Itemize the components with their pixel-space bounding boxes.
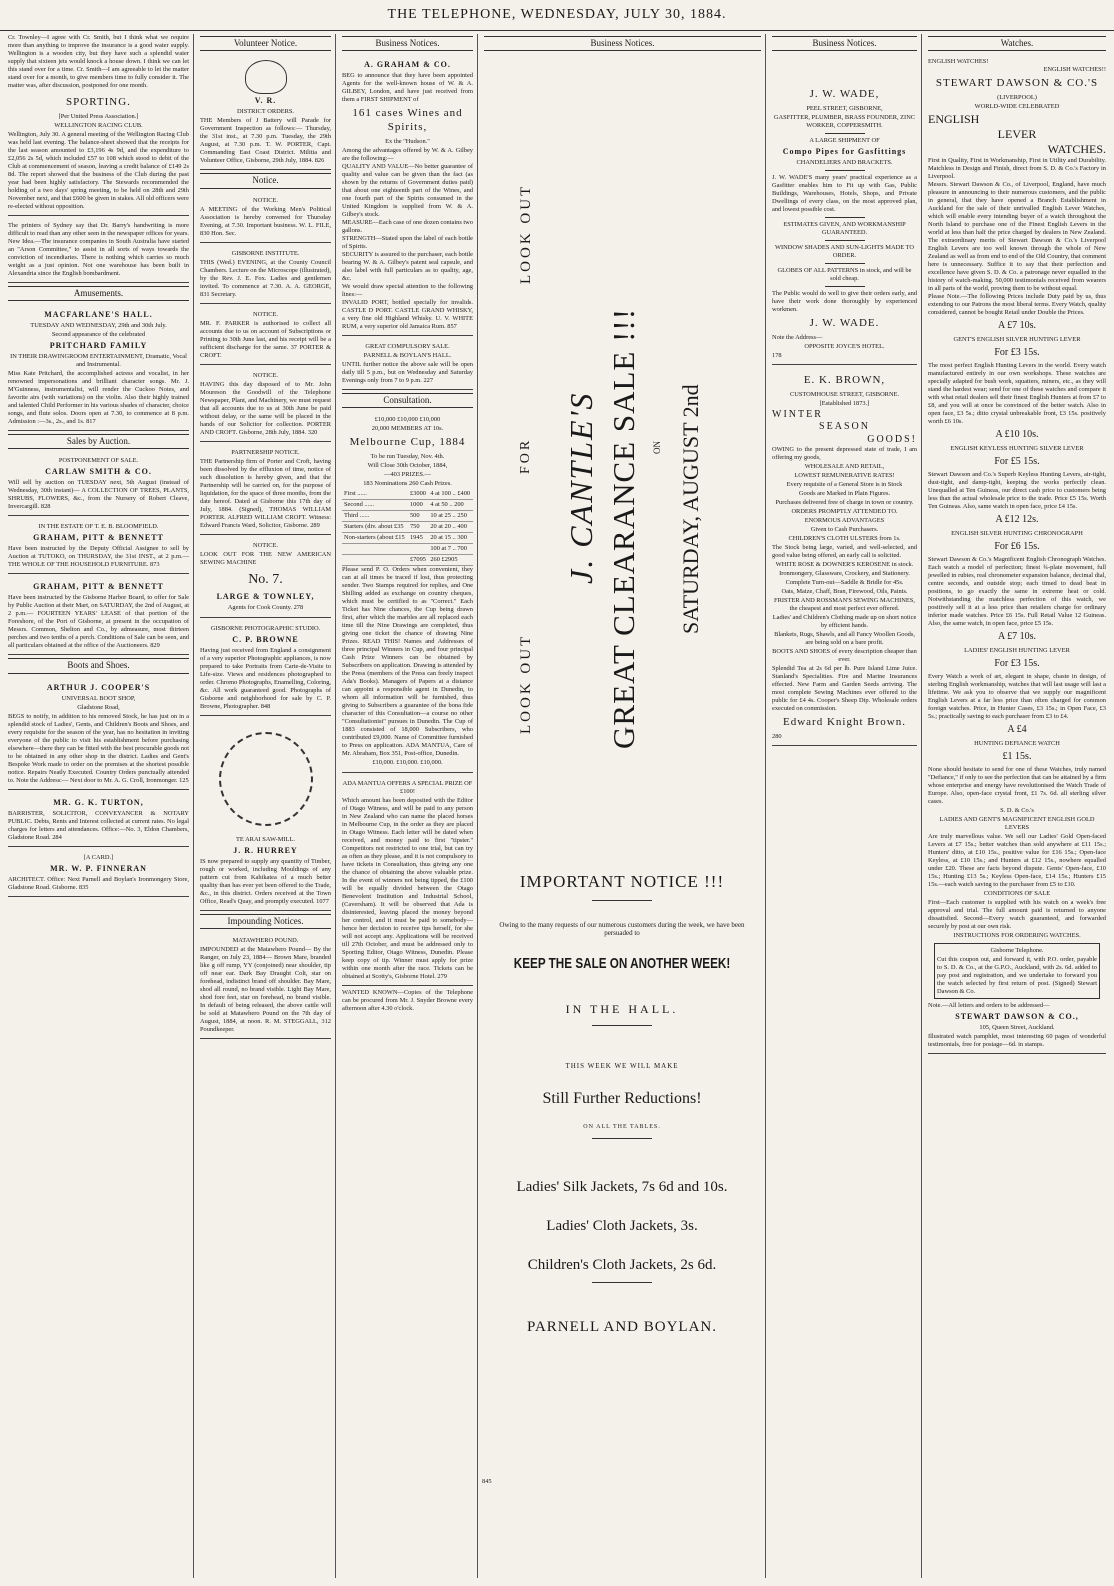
- notice-title: IMPORTANT NOTICE !!!: [519, 872, 725, 891]
- table-row: Starters (div. about £35 750 20 at 20 .. 400: [342, 521, 473, 532]
- council-report: Cr. Townley—I agree with Cr. Smith, but I think what we require more than anything to improve the insurance is a good water supply. Wellington is a wooden city, but they have such a splendid water supply that sixteen jets would knock a house down. I think we can let this stand over for a time. Cr. Smith—I am agreeable to let the matter stand over for a month, to give members time to fully consider it. The matter was, after discussion, postponed for one month.: [8, 34, 189, 89]
- delivered: Purchases delivered free of charge in town or country.: [775, 499, 914, 506]
- p1-desc: GENT'S ENGLISH SILVER HUNTING LEVER: [953, 335, 1081, 343]
- sawmill-title: TE ARAI SAW-MILL.: [236, 836, 295, 843]
- for-text: FOR: [518, 437, 533, 474]
- wade-trades: GASFITTER, PLUMBER, BRASS FOUNDER, ZINC WORKER, COPPERSMITH.: [773, 114, 916, 129]
- english1: ENGLISH WATCHES!: [928, 58, 989, 66]
- p3-body: Stewart Dawson & Co.'s Magnificent English Chronograph Watches. Each watch a model of perfection; finest ¾-plate movement, full jewelled in rubies, real chronometer expansion balance, decimal dial, centre seconds, and outside stop; each timed to dead beat in positions, to go exactly the same in extreme heat or cold. Notwithstanding the matchless perfection of this watch, we positively sell it at a less price than retailers charge for ordinary inferior made watches. Price £6 15s. Full Retail Value 12 Guineas. Also, the same watch, in open face, price £5 15s.: [928, 556, 1106, 627]
- graham2: GRAHAM, PITT & BENNETT: [33, 582, 164, 592]
- clearance: GREAT CLEARANCE SALE !!!: [606, 307, 641, 749]
- table-row: First ...... £3000 4 at 100 .. £400: [342, 489, 473, 500]
- royal-crest-icon: [245, 60, 287, 94]
- notice3-body: HAVING this day disposed of to Mr. John Moureson the Goodwill of the Telephone Newspaper, Plant, and Machinery, we must request that all accounts due to us at 30th June be paid without delay, or the same will be placed in the hands of our Solicitor for collection. PORTER AND CROFT. Gisborne, 28th July, 1884. 320: [200, 380, 331, 436]
- chandeliers: CHANDELIERS AND BRACKETS.: [796, 159, 893, 166]
- carlaw: CARLAW SMITH & CO.: [45, 467, 152, 477]
- compo: Compo Pipes for Gasfittings: [782, 147, 907, 156]
- p5-desc: HUNTING DEFIANCE WATCH: [974, 739, 1060, 747]
- misc: Splendid Tea at 2s 6d per lb. Pure Island Lime Juice. Stanland's Specialities. Fire and Marine Insurances effected. New Farm and Garden Seeds arriving. The most complete Sewing Machines ever offered to the public for £4 4s. Cooper's Sheep Dip. Wholesale orders executed on commission.: [772, 665, 917, 712]
- on-text: ON: [652, 441, 662, 454]
- ladies-gold: LADIES AND GENT'S MAGNIFICENT ENGLISH GOLD LEVERS: [939, 816, 1095, 831]
- children-jackets: Children's Cloth Jackets, 2s 6d.: [527, 1257, 717, 1273]
- p2-for: For £5 15s.: [994, 455, 1040, 467]
- num2: 280: [772, 732, 782, 740]
- note-address: Note the Address—: [772, 333, 823, 341]
- amuse-body1: Second appearance of the celebrated: [51, 331, 146, 338]
- tables: ON ALL THE TABLES.: [583, 1124, 661, 1130]
- illus: Illustrated watch pamphlet, most interesting 60 pages of wonderful testimonials, free for postage—6d. in stamps.: [928, 1033, 1106, 1048]
- important-notice: [480, 780, 764, 1578]
- amuse-date: TUESDAY AND WEDNESDAY, 29th and 30th July.: [30, 322, 167, 329]
- advert-number: 845: [482, 1478, 492, 1485]
- boots-shoes: BOOTS AND SHOES of every description cheaper than ever.: [772, 648, 917, 663]
- p5-body: None should hesitate to send for one of these Watches, truly named "Defiance," if only to see the perfection that can be attained by a firm whose enterprise and energy have revolutionised the Watch Trade of Europe. Also, open-face crystal front, £1 7s. 6d. all sterling silver cases.: [928, 766, 1106, 805]
- melb-run: To be run Tuesday, Nov. 4th.: [370, 452, 445, 460]
- amuse-title: MACFARLANE'S HALL.: [44, 310, 153, 319]
- column-1: [4, 34, 194, 1578]
- please-note: Please Note.—The following Prices include Duty paid by us, thus extending to our Patrons the most liberal terms. Every Watch, quality considered, cannot be bought Retail under Double the Prices.: [928, 293, 1106, 316]
- english-lever: ENGLISH: [928, 112, 980, 126]
- postponement: POSTPONEMENT OF SALE.: [58, 457, 139, 465]
- kerosene: WHITE ROSE & DOWNER'S KEROSENE in stock.: [775, 561, 914, 568]
- sale-title: GREAT COMPULSORY SALE.: [365, 342, 450, 350]
- cond-body: First—Each customer is supplied with his watch on a week's free approval and trial. The full amount paid is returned to anyone dissatisfied. Second—Every watch guaranteed, and forwarded securely by post at our own risk.: [928, 899, 1106, 930]
- graham-co: A. GRAHAM & CO.: [364, 60, 451, 70]
- sd-co: S. D. & Co.'s: [1000, 807, 1034, 814]
- estimates: ESTIMATES GIVEN, AND WORKMANSHIP GUARANTEED.: [783, 221, 906, 236]
- blankets: Blankets, Rugs, Shawls, and all Fancy Woollen Goods, are being sold on a bare profit.: [774, 631, 915, 646]
- amuse-body2: IN THEIR DRAWINGROOM ENTERTAINMENT, Dramatic, Vocal and Instrumental.: [10, 353, 187, 368]
- photo-title: GISBORNE PHOTOGRAPHIC STUDIO.: [210, 625, 321, 632]
- graham2-body: Have been instructed by the Gisborne Harbor Board, to offer for Sale by Public Auction at their Mart, on SATURDAY, the 2nd of August, at 2 p.m.— FOURTEEN YEARS' LEASE of that portion of the Foreshore, of the Port of Gisborne, at present in the occupation of Messrs. Common, Shelton and Co., by admeasure, most thirteen perches and two tenths of a perch. Conditions of Sale can be seen, and all particulars obtained at the office of the Auctioneers. 829: [8, 594, 189, 650]
- address-note: Note.—All letters and orders to be addressed—: [928, 1002, 1050, 1009]
- impound-head: Impounding Notices.: [200, 914, 331, 929]
- p3: A £12 12s.: [995, 514, 1039, 525]
- notice4-no: No. 7.: [248, 571, 283, 587]
- attention: We would draw special attention to the following lines:—: [342, 282, 473, 298]
- finneran: MR. W. P. FINNERAN: [50, 863, 147, 873]
- shipment: A LARGE SHIPMENT OF: [809, 137, 880, 144]
- measure: MEASURE—Each case of one dozen contains two gallons.: [342, 218, 473, 234]
- wanted: WANTED KNOWN—Copies of the Telephone can be procured from Mr. J. Snyder Browne every afternoon after 4.30 o'clock.: [342, 988, 473, 1012]
- p3-desc: ENGLISH SILVER HUNTING CHRONOGRAPH: [951, 529, 1083, 537]
- address2: 105, Queen Street, Auckland.: [979, 1024, 1055, 1031]
- brown-addr: CUSTOMHOUSE STREET, GISBORNE.: [789, 390, 900, 398]
- boots-head: Boots and Shoes.: [8, 658, 189, 673]
- lines: INVALID PORT, bottled specially for invalids. CASTLE D PORT. CASTLE GRAND WHISKY, a very fine old Highland Whisky. U. V. WHITE RUM, a very superior old Jamaica Rum. 857: [342, 298, 473, 330]
- oats: Oats, Maize, Chaff, Bran, Firewood, Oils, Paints.: [781, 588, 908, 595]
- wade-body: J. W. WADE'S many years' practical experience as a Gasfitter enables him to Fit up with Gas, Public Buildings, Warehouses, Hotels, Shops, and Private Dwellings of every class, on the most approved plan, and lowest possible cost.: [772, 174, 917, 213]
- table-row: Second ...... 1000 4 at 50 .. 200: [342, 499, 473, 510]
- reductions: Still Further Reductions!: [542, 1090, 702, 1107]
- mantua-title: ADA MANTUA OFFERS A SPECIAL PRIZE OF £100!: [342, 779, 473, 795]
- notice-head: Notice.: [200, 173, 331, 188]
- melb-close: Will Close 30th October, 1884,: [367, 461, 448, 469]
- p4-for: For £3 15s.: [994, 657, 1040, 669]
- goods: GOODS!: [867, 433, 917, 445]
- ek-brown: E. K. BROWN,: [803, 373, 886, 386]
- finneran-body: ARCHITECT. Office: Next Parnell and Boylan's Ironmongery Store, Gladstone Road. Gisborne. 835: [8, 875, 189, 891]
- conditions: CONDITIONS OF SALE: [983, 890, 1051, 897]
- impound-body: IMPOUNDED at the Matawhero Pound— By the Ranger, on July 23, 1884— Brown Mare, branded like g off rump, YY (conjoined) near shoulder, tip off near ear. Dark Bay Draught Colt, star on forehead, indistinct brand off shoulder. Bay Mare, shod all round, no brand visible. Light Bay Mare, shod fore feet, star on forehead, no brand visible. In default of being released, the above cattle will be sold at Matawhero Pound on the 7th day of August, 1884, at noon. R. M. STEGGALL, 312 Poundkeeper.: [200, 946, 331, 1034]
- cantle-name: J. CANTLE'S: [563, 391, 599, 584]
- orders: ORDERS PROMPTLY ATTENDED TO.: [791, 508, 898, 515]
- globes: GLOBES OF ALL PATTERNS in stock, and will be sold cheap.: [777, 267, 912, 282]
- sale-sub: PARNELL & BOYLAN'S HALL.: [363, 351, 452, 359]
- graham1: GRAHAM, PITT & BENNETT: [33, 533, 164, 543]
- liverpool: (LIVERPOOL): [997, 94, 1037, 101]
- worldwide: WORLD-WIDE CELEBRATED: [974, 103, 1060, 110]
- melb-prizes: —403 PRIZES.—: [384, 470, 431, 478]
- season: SEASON: [819, 421, 870, 432]
- masthead: THE TELEPHONE, WEDNESDAY, JULY 30, 1884.: [0, 0, 1114, 31]
- p3-for: For £6 15s.: [994, 540, 1040, 552]
- cooper-addr: Gladstone Road,: [77, 703, 120, 711]
- watch-body1: Messrs. Stewart Dawson & Co., of Liverpool, England, have much pleasure in announcing to their numerous customers, and the public in general, that they have opened a Branch Establishment in Auckland for the sale of their unrivalled English Lever Watches, which will enable every intending buyer of a watch throughout the North Island to purchase one of the Finest English Levers in the world at less than half the price charged by dealers in New Zealand. The extraordinary merits of Stewart Dawson & Co.'s Liverpool English Levers are too well known through the whole of New Zealand as well as from end to end of the Old Country, that comment here is unnecessary. Suffice it to say that their perfection and excellence have given S. D. & Co. a patronage never equalled in the history of watch-making. 50,000 testimonials received from wearers in all parts of the world, proving them to be without equal.: [928, 181, 1106, 292]
- coupon: [934, 943, 1100, 999]
- english2: ENGLISH WATCHES!!: [1043, 66, 1106, 74]
- quality: QUALITY AND VALUE—No better guarantee of quality and value can be given than the fact (as shown by the returns of Government duties paid) that about one eighteenth part of the Wines, and one fourth part of the Spirits consumed in the United Kingdom is supplied from W. & A. Gilbey's stock.: [342, 162, 473, 218]
- business-head-5: Business Notices.: [772, 36, 917, 51]
- large-sub: Agents for Cook County. 278: [227, 604, 304, 611]
- notice1-body: A MEETING of the Working Men's Political Association is hereby convened for Thursday Evening, at 7.30. Important business. W. L. FILE, 830 Hon. Sec.: [200, 205, 331, 237]
- ornament-divider: [592, 1025, 652, 1026]
- wholesale: WHOLESALE AND RETAIL,: [804, 463, 885, 470]
- graham-body: BEG to announce that they have been appointed Agents for the well-known house of W. & A. GILBEY, London, and have just received from them a FIRST SHIPMENT of: [342, 72, 473, 104]
- ornament-divider: [592, 900, 652, 901]
- coupon-body: Cut this coupon out, and forward it, with P.O. order, payable to S. D. & Co., at the G.P.O., Auckland, with 2s. 6d. added to pay post and registration, and we undertake to forward you the watch selected by first return of post. (Signed) Stewart Dawson & Co.: [937, 956, 1097, 995]
- graham1-body: Have been instructed by the Deputy Official Assignee to sell by Auction at TUTOKO, on THURSDAY, the 31st INST., at 2 p.m.— THE WHOLE OF THE HOUSEHOLD FURNITURE. 873: [8, 545, 189, 569]
- sawmill-blade-icon: [219, 732, 313, 826]
- lever: LEVER: [997, 127, 1037, 141]
- business-head-3: Business Notices.: [342, 36, 473, 51]
- consult-members: 20,000 MEMBERS AT 10s.: [371, 425, 444, 432]
- address: STEWART DAWSON & CO.,: [955, 1012, 1079, 1021]
- p4: A £7 10s.: [997, 631, 1037, 642]
- printers-item: The printers of Sydney say that Dr. Barry's handwriting is more difficult to read than any other seen in the newspaper offices for years. New Idea.—The insurance companies in South Australia have started an "Arson Committee," to assist in all sorts of ways towards the conviction of incendiaries. There is nothing which carries so much weight as a just opinion. Not one warehouse has been built in Alexandria since the English bombardment.: [8, 219, 189, 283]
- browne: C. P. BROWNE: [232, 635, 299, 644]
- volunteer-head: Volunteer Notice.: [200, 36, 331, 51]
- sporting-head: SPORTING.: [66, 96, 131, 108]
- turton-body: BARRISTER, SOLICITOR, CONVEYANCER & NOTARY PUBLIC. Debts, Rents and Interest collected at current rates. No legal charges for letters and attendances. Office:—No. 3, Eldon Chambers, Gladstone Road. 284: [8, 809, 189, 841]
- p4-desc: LADIES' ENGLISH HUNTING LEVER: [964, 646, 1070, 654]
- parnell-boylan: PARNELL AND BOYLAN.: [527, 1319, 717, 1335]
- p1-for: For £3 15s.: [994, 346, 1040, 358]
- enormous: ENORMOUS ADVANTAGES: [804, 517, 885, 524]
- marked: Goods are Marked in Plain Figures.: [798, 490, 891, 497]
- ornament-divider: [592, 1138, 652, 1139]
- carlaw-body: Will sell by auction on TUESDAY next, 5th August (instead of Wednesday, 30th instant)— A COLLECTION OF TREES, PLANTS, SHRUBS, FLOWERS, &c., from the Nursery of Robert Cleave, Invercargill. 828: [8, 479, 189, 511]
- large-townley: LARGE & TOWNLEY,: [216, 592, 315, 601]
- vol-sub: DISTRICT ORDERS.: [236, 108, 295, 116]
- table-row: Third ...... 500 10 at 25 .. 250: [342, 510, 473, 521]
- p5-for: £1 15s.: [1002, 750, 1032, 762]
- ornament-divider: [592, 1282, 652, 1283]
- watches-head: Watches.: [928, 36, 1106, 51]
- column-6: [924, 34, 1110, 1578]
- adv: Among the advantages offered by W. & A. Gilbey are the following:—: [342, 146, 473, 162]
- cases-sub: Ex the "Hudson.": [385, 137, 430, 145]
- p2-desc: ENGLISH KEYLESS HUNTING SILVER LEVER: [950, 444, 1084, 452]
- frister: FRISTER AND ROSSMAN'S SEWING MACHINES, the cheapest and most perfect ever offered.: [774, 597, 915, 612]
- p4-body: Every Watch a work of art, elegant in shape, chaste in design, of sterling English workmanship, watches that will last usage will last a lifetime. We ask you to observe that we supply our magnificent English Levers at a far less price than often charged for common foreign watches. Price, in Hunter Cases, £3 15s.; in Open Face, £3 5s.; practically saving to each purchaser from £3 to £4.: [928, 673, 1106, 720]
- amuse-name: PRITCHARD FAMILY: [49, 341, 148, 350]
- sporting-body: Wellington, July 30. A general meeting of the Wellington Racing Club was held last evening. The balance-sheet showed that the receipts for the last season amounted to £3,196 4s 9d, and the expenditure to £2,056 2s 5d, which included £57 to 108 which stood to debit of the Club at commencement of season, leaving a credit balance of £149 2s 8d. The report showed that the business of the Club during the past year had been highly satisfactory. The Stewards recommended the holding of a two days' spring meeting, to be held on 28th and 29th November next, and that £600 be given in stakes. All old officers were re-elected without opposition.: [8, 130, 189, 210]
- table-row: 100 at 7 .. 700: [342, 543, 473, 554]
- gold-body: Are truly marvellous value. We sell our Ladies' Gold Open-faced Levers at £7 15s.; better watches than sold anywhere at £11 15s.; Hunters' ditto, at £10 15s., positive value for £16 15s.; Open-face Keyless, at £10 15s.; and Hunters at £12 15s., nowhere equalled under £20. These are facts beyond dispute. Gents' Open-face, £10 15s.; Hunting £13 5s.; Keyless Open-face, £14 15s.; Hunters £15 15s.—each watch saving to the purchaser from £5 to £10.: [928, 833, 1106, 888]
- cantle-advert: [488, 34, 764, 774]
- silk-jackets: Ladies' Silk Jackets, 7s 6d and 10s.: [516, 1179, 728, 1195]
- saturday: SATURDAY, AUGUST 2nd: [678, 384, 703, 634]
- opposite: OPPOSITE JOYCE'S HOTEL.: [804, 342, 885, 350]
- lowest: LOWEST REMUNERATIVE RATES!: [794, 472, 895, 479]
- partner-title: PARTNERSHIP NOTICE.: [231, 448, 300, 456]
- stewart-dawson: STEWART DAWSON & CO.'S: [935, 77, 1099, 90]
- stock-note: The Stock being large, varied, and well-selected, and good value being offered, an early call is solicited.: [772, 544, 917, 559]
- inst-title: GISBORNE INSTITUTE.: [231, 249, 300, 257]
- look-out-1: LOOK OUT: [518, 183, 534, 284]
- consult-prize: £10,000 £10,000 £10,000: [374, 416, 441, 423]
- sale-body: UNTIL further notice the above sale will be open daily till 5 p.m., but on Wednesday and Saturday Evenings only from 7 to 9 p.m. 227: [342, 360, 473, 384]
- wade2: J. W. WADE.: [809, 317, 880, 329]
- p2-body: Stewart Dawson and Co.'s Superb Keyless Hunting Levers, air-tight, dust-tight, and damp-tight, keeping the works perfectly clean. Unequalled at Ten Guineas, our direct cash price to customers being less than the actual wholesale price to the trade. Price £5 15s. Worth Ten Guineas. Also, same watch in open face, price £4 15s.: [928, 471, 1106, 510]
- public: The Public would do well to give their orders early, and have their work done thoroughly by experienced workmen.: [772, 290, 917, 313]
- consult-head: Consultation.: [342, 393, 473, 408]
- notice-body: Owing to the many requests of our numerous customers during the week, we have been persuaded to: [499, 921, 745, 937]
- finneran-card: [A CARD.]: [83, 853, 114, 861]
- edward-brown: Edward Knight Brown.: [783, 716, 906, 728]
- in-hall: IN THE HALL.: [565, 1002, 679, 1016]
- column-3: [338, 34, 478, 1578]
- p2: A £10 10s.: [995, 429, 1039, 440]
- sporting-sub: [Per United Press Association.]: [58, 112, 139, 120]
- ironmongery: Ironmongery, Glassware, Crockery, and Stationery.: [779, 570, 910, 577]
- impound-title: MATAWHERO POUND.: [232, 937, 299, 945]
- inst-body: THIS (Wed.) EVENING, at the County Council Chambers. Lecture on the Microscope (illustrated), by the Rev. J. E. Fox. Ladies and gentlemen invited. To commence at 7.30. A. A. GEORGE, 831 Secretary.: [200, 258, 331, 298]
- cases: 161 cases Wines and Spirits,: [352, 107, 463, 133]
- notice2-body: MR. F. PARKER is authorised to collect all accounts due to us on account of Subscriptions or Printing to 30th June last, and his receipt will be a sufficient discharge for the same. 37 PORTER & CROFT.: [200, 319, 331, 359]
- cooper-sub: UNIVERSAL BOOT SHOP,: [61, 694, 136, 702]
- browne-body: Having just received from England a consignment of a very superior Photographic appliances, is now prepared to take Portraits from Carte-de-Visite to Life-size. Views and residences photographed to order. Chromo Photographs, Enamelling, Coloring, &c. All work guaranteed good. Photographs of Gisborne and neighborhood for sale by C. P. Browne, Photographer. 848: [200, 647, 331, 710]
- coupon-head: Gisborne Telephone.: [990, 947, 1044, 954]
- estate: IN THE ESTATE OF T. E. B. BLOOMFIELD.: [38, 523, 159, 531]
- table-row: £7095 260 £2905: [342, 554, 473, 565]
- p1-body: The most perfect English Hunting Levers in the world. Every watch manufactured entirely in our own workshops. These watches are specially adapted for bush work, squatters, miners, etc., as they will stand the hardest wear; send for one of these watches and compare it with what retail dealers sell their finest English Hunters at from £7 to £8, and you will at once be convinced of the better watch. Also in open face, £3 5s.; ditto crystal unbreakable front, £3 15s. positively worth £6 10s.: [928, 362, 1106, 425]
- amusements-head: Amusements.: [8, 286, 189, 301]
- nominations: 183 Nominations 260 Cash Prizes.: [363, 479, 452, 487]
- p5: A £4: [1007, 724, 1027, 735]
- strength: STRENGTH—Stated upon the label of each bottle of Spirits.: [342, 234, 473, 250]
- hurrey-body: IS now prepared to supply any quantity of Timber, rough or worked, including Mouldings of any pattern cut from Kahikatea of a much better quality than has ever yet been offered to the Trade, &c., in this district. Orders received at the Town Office, Read's Quay, and promptly executed. 1077: [200, 858, 331, 905]
- auction-head: Sales by Auction.: [8, 434, 189, 449]
- keep-sale: KEEP THE SALE ON ANOTHER WEEK!: [513, 955, 731, 972]
- amuse-body3: Miss Kate Pritchard, the accomplished actress and vocalist, in her renowned impersonations and brilliant character songs. Mr. J. M'Guinness, instrumentalist, will render the Cuckoo Notes, and favorite airs (with variations) on the violin. Also their highly trained and talented Child Performer in his various shades of character, choice songs, and flute solos. Doors open at 7.30, to commence at 8 p.m. Admission :—3s., 2s., and 1s. 817: [8, 370, 189, 425]
- melbourne: Melbourne Cup, 1884: [349, 436, 466, 448]
- vol-body: THE Members of J Battery will Parade for Government Inspection as follows:— Thursday, the 31st inst., at 7.30 p.m. Tuesday, the 29th August, at 7.30 p.m. T. W. PORTER, Capt. Commanding East Coast District. Militia and Volunteer Office, Gisborne, 29th July, 1884. 826: [200, 117, 331, 165]
- vol-letters: V. R.: [254, 96, 277, 106]
- notice4-title: NOTICE.: [252, 541, 279, 549]
- p1: A £7 10s.: [997, 320, 1037, 331]
- consult-body: Please send P. O. Orders when convenient, they can at all times be traced if lost, thus protecting sender. Two Stamps required for replies, and One Shilling added as exchange on country cheques, which must be certified to as "Correct." Each Ticket has Nine chances, the Cup being drawn first, after which the marbles are all replaced each time till the Nine Drawings are completed, thus giving one ticket the chance of drawing Nine Prizes. READ THIS! Names and Addresses of three principal Winners in Cup, and four principal Cash Prize Winners can be obtained by Subscribers on application. Drawing is attended by the Press (members of the Press can freely inspect Ada's Books). Managers of Papers at a distance can appoint a responsible agent in Dunedin, to whom all information will be furnished, thus giving to Subscribers a guarantee of the bona fide character of this Consultation—a course no other "Consultationist" pursues in Dunedin. The Cup of 1883 consisted of 18,000 Subscribers, who contributed £9,000. Name of Committee furnished to Press on application. ADA MANTUA, Care of Mr. Abraham, Box 351, Post-office, Dunedin.: [342, 565, 473, 757]
- num1: 178: [772, 351, 782, 359]
- prize-table: [342, 489, 473, 566]
- column-5: [768, 34, 922, 1578]
- hurrey: J. R. HURREY: [233, 846, 298, 855]
- consult-prize2: £10,000. £10,000. £10,000.: [372, 758, 443, 766]
- notice4-body: LOOK OUT FOR THE NEW AMERICAN SEWING MACHINE: [200, 550, 331, 566]
- winter: WINTER: [772, 408, 823, 420]
- turton: MR. G. K. TURTON,: [53, 797, 144, 807]
- first-quality: First in Quality, First in Workmanship, First in Utility and Durability. Matchless in Design and Finish, direct from S. D. & Co.'s Factory in Liverpool.: [928, 157, 1106, 180]
- established: [Established 1873.]: [819, 399, 870, 407]
- turnout: Complete Turn-out—Saddle & Bridle for 45s.: [785, 579, 904, 586]
- column-2: [196, 34, 336, 1578]
- cloth-jackets: Ladies' Cloth Jackets, 3s.: [546, 1218, 698, 1234]
- cash: Given to Cash Purchasers.: [810, 526, 879, 533]
- business-head-4: Business Notices.: [484, 36, 761, 51]
- notice1-title: NOTICE.: [252, 196, 279, 204]
- brown-body1: OWING to the present depressed state of trade, I am offering my goods,: [772, 446, 917, 461]
- ulsters: CHILDREN'S CLOTH ULSTERS from 1s.: [788, 535, 901, 542]
- sporting-title: WELLINGTON RACING CLUB.: [54, 121, 143, 129]
- notice2-title: NOTICE.: [252, 310, 279, 318]
- table-row: Non-starters (about £15 1945 20 at 15 .. 300: [342, 532, 473, 543]
- instructions: INSTRUCTIONS FOR ORDERING WATCHES.: [953, 932, 1081, 939]
- wade-addr: PEEL STREET, GISBORNE,: [806, 105, 883, 112]
- watches: WATCHES.: [1047, 142, 1106, 156]
- mantua-body: Which amount has been deposited with the Editor of Otago Witness, and will be paid to any person in New Zealand who can name the placed horses in Melbourne Cup, in the order as they are placed in Otago Witness. Each letter will be dated when received, and money paid to first "tipster." Competitors not restricted to one trial, but can try as often as they please, and it is not compulsory to have tickets in Consultation, thus giving any one the chance of obtaining the above valuable prize. In the event of winners not being tipped, the £100 will be equally divided between the Otago Benevolent Institution and Industrial School, (Caversham). It will be observed that Ada is disinterested, leaving placed the money beyond her control, and it must be paid to somebody—hence her decision to receive tips herself, for she will not accept any. Applications will be received till 27th October, and must be addressed only to Sporting Editor, Otago Witness, Dunedin. Please keep copy of tip. Winner must apply for prize within one month after the race. Tickets can be obtained at Scotty's, Gisborne Hotel. 279: [342, 796, 473, 980]
- cooper: ARTHUR J. COOPER'S: [46, 682, 151, 692]
- window-shades: WINDOW SHADES AND SUN-LIGHTS MADE TO ORDER.: [775, 244, 914, 259]
- wade: J. W. WADE,: [809, 88, 880, 101]
- this-week: THIS WEEK WE WILL MAKE: [565, 1062, 679, 1070]
- partner-body: THE Partnership firm of Porter and Croft, having been dissolved by the effluxion of time, notice of such dissolution is hereby given, and that the Partnership will be carried on, for the purpose of liquidation, for the space of three months, from the date hereof. Dated at Gisborne this 17th day of July, 1884. (Signed), THOMAS WILLIAM PORTER. ALFRED WILLIAM CROFT. Witness: Edward Francis Ward, Solicitor, Gisborne. 289: [200, 457, 331, 529]
- ladies-clothing: Ladies' and Children's Clothing made up on short notice by efficient hands.: [772, 614, 917, 629]
- cooper-body: BEGS to notify, in addition to his removed Stock, he has just on in a splendid stock of Ladies', Gents, and Children's Boots and Shoes, and every requisite for the season of the year, has no hesitation in inviting everyone of the public to visit his establishment before purchasing elsewhere—there they can be fitted with the best procurable goods not to be obtained in any other shop in the district. Ladies and Gent's Bespoke Work made to order on the premises at the shortest possible notice. Repairs Neatly Executed. Country Orders punctually attended to. Note the Address:— Next door to Mr. A. G. Croll, Ironmonger. 125: [8, 712, 189, 784]
- look-out-2: LOOK OUT: [518, 633, 534, 734]
- security: SECURITY is assured to the purchaser, each bottle bearing W. & A. Gilbey's patent seal capsule, and also label with full particulars as to quality, age, &c.: [342, 250, 473, 282]
- notice3-title: NOTICE.: [252, 371, 279, 379]
- requisite: Every requisite of a General Store is in Stock: [786, 481, 903, 488]
